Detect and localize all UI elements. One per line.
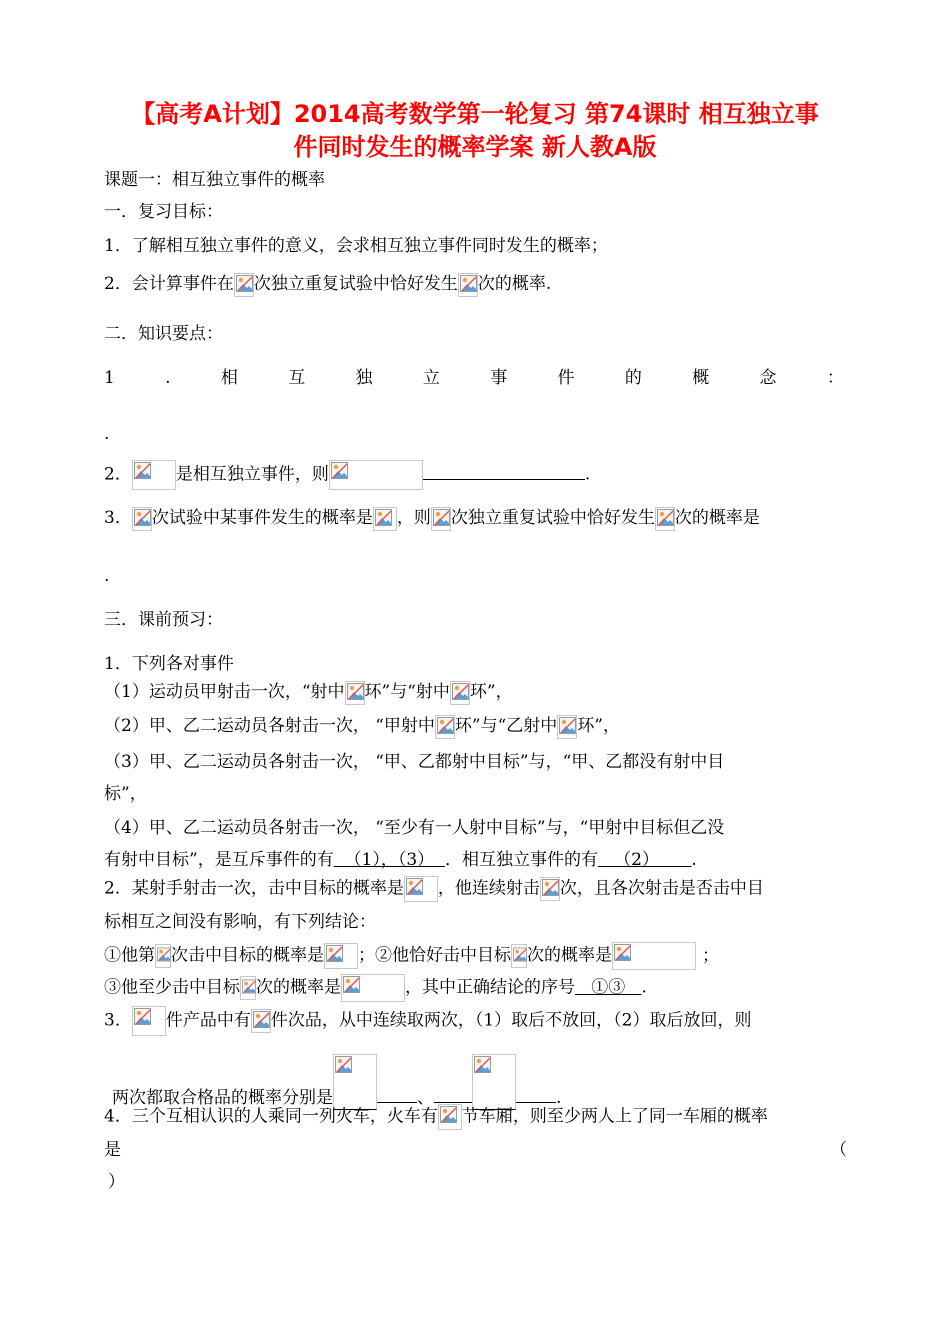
section-1-item-2 — [104, 272, 551, 297]
spread-char: 念 — [759, 368, 777, 388]
broken-image-icon — [458, 273, 478, 297]
broken-image-icon — [655, 507, 675, 531]
answer-blank — [516, 1084, 556, 1103]
question-3 — [104, 1006, 751, 1036]
question-2-conclusions-1 — [104, 942, 719, 970]
section-2-item-3 — [104, 506, 760, 531]
broken-image-icon — [345, 681, 365, 705]
spread-char: 独 — [355, 368, 373, 388]
spread-char: 件 — [557, 368, 575, 388]
question-3-cont — [112, 1054, 561, 1110]
text-segment: 件次品，从中连续取两次，（1）取后不放回，（2）取后放回，则 — [270, 1010, 752, 1031]
text-segment: 次的概率是 — [527, 945, 612, 966]
spread-char: 1 — [104, 368, 115, 388]
text-segment: ； — [702, 945, 719, 966]
text-segment: 环”与“乙射中 — [454, 716, 558, 736]
spread-char: ： — [826, 368, 844, 388]
broken-image-icon — [435, 715, 455, 739]
section-1-heading: 一．复习目标： — [104, 202, 223, 222]
broken-image-icon — [612, 942, 696, 970]
answer-blank — [423, 461, 585, 480]
document-title-line-1: 【高考A计划】2014高考数学第一轮复习 第74课时 相互独立事 — [131, 100, 819, 128]
text-segment: ①他第 — [104, 945, 155, 966]
broken-image-icon — [132, 1006, 166, 1036]
question-1-option-3-cont: 标”， — [104, 784, 147, 804]
text-segment: 、 — [417, 1088, 434, 1108]
text-segment: （1）运动员甲射击一次，“射中 — [104, 682, 345, 702]
text-segment: . — [691, 850, 697, 870]
text-segment: ，其中正确结论的序号 — [405, 977, 575, 998]
section-3-heading: 三．课前预习： — [104, 610, 223, 630]
question-2 — [104, 876, 764, 902]
broken-image-icon — [329, 460, 423, 490]
answer-blank — [377, 1084, 417, 1103]
question-1-option-4: （4）甲、乙二运动员各射击一次， “至少有一人射中目标”与，“甲射中目标但乙没 — [104, 818, 725, 838]
text-segment: 3． — [104, 1010, 132, 1031]
text-segment: ．相互独立事件的有 — [444, 850, 598, 870]
text-segment: 次，且各次射击是否击中目 — [559, 878, 764, 899]
text-segment: 环”， — [469, 682, 513, 702]
broken-image-icon — [132, 507, 152, 531]
broken-image-icon — [240, 976, 256, 1000]
broken-image-icon — [540, 877, 560, 901]
broken-image-icon — [373, 507, 397, 531]
dot-line: . — [104, 424, 110, 444]
spread-char: . — [165, 368, 171, 388]
spread-char: 概 — [692, 368, 710, 388]
answer-paren-open: （ — [830, 1140, 847, 1160]
section-1-item-1: 1．了解相互独立事件的意义，会求相互独立事件同时发生的概率； — [104, 236, 608, 256]
spread-char: 互 — [288, 368, 306, 388]
text-segment: ③他至少击中目标 — [104, 977, 240, 998]
text-segment: 环”与“射中 — [364, 682, 450, 702]
dot-line: . — [104, 566, 110, 586]
broken-image-icon — [472, 1054, 516, 1110]
text-segment: 2． — [104, 464, 132, 485]
text-segment: 节车厢，则至少两人上了同一车厢的概率 — [461, 1106, 768, 1127]
text-segment: 次的概率是 — [256, 977, 341, 998]
text-segment: ；②他恰好击中目标 — [358, 945, 511, 966]
answer-underlined: （2） — [597, 850, 692, 870]
text-segment: 次试验中某事件发生的概率是 — [151, 508, 373, 528]
text-segment: . — [584, 464, 591, 485]
text-segment: 次独立重复试验中恰好发生 — [450, 508, 655, 528]
text-segment: 有射中目标”，是互斥事件的有 — [104, 850, 334, 870]
text-segment: 4．三个互相认识的人乘同一列火车，火车有 — [104, 1106, 438, 1127]
question-4-cont: 是 — [104, 1140, 121, 1160]
broken-image-icon — [557, 715, 577, 739]
answer-underlined: （1），（3） — [333, 850, 445, 870]
broken-image-icon — [511, 944, 527, 968]
topic-line: 课题一：相互独立事件的概率 — [104, 170, 325, 190]
question-1-option-1 — [104, 680, 513, 705]
section-2-heading: 二．知识要点： — [104, 324, 223, 344]
answer-blank — [434, 1084, 472, 1103]
text-segment: . — [556, 1088, 562, 1108]
broken-image-icon — [438, 1104, 462, 1130]
text-segment: 件产品中有 — [165, 1010, 251, 1031]
broken-image-icon — [234, 273, 254, 297]
text-segment: 2．会计算事件在 — [104, 274, 234, 294]
broken-image-icon — [404, 876, 438, 902]
section-2-item-1-spread — [104, 366, 844, 390]
broken-image-icon — [450, 681, 470, 705]
text-segment: 次的概率是 — [674, 508, 760, 528]
text-segment: 是相互独立事件，则 — [175, 464, 329, 485]
spread-char: 的 — [624, 368, 642, 388]
broken-image-icon — [333, 1054, 377, 1110]
question-1: 1．下列各对事件 — [104, 654, 234, 674]
broken-image-icon — [341, 974, 405, 1002]
broken-image-icon — [155, 944, 171, 968]
broken-image-icon — [431, 507, 451, 531]
question-2-conclusions-2 — [104, 974, 647, 1002]
broken-image-icon — [132, 460, 176, 490]
spread-char: 相 — [220, 368, 238, 388]
text-segment: 3． — [104, 508, 132, 528]
question-1-option-3: （3）甲、乙二运动员各射击一次， “甲、乙都射中目标”与，“甲、乙都没有射中目 — [104, 752, 725, 772]
text-segment: 环”， — [577, 716, 621, 736]
answer-underlined: ①③ — [575, 977, 642, 998]
question-2-cont: 标相互之间没有影响，有下列结论： — [104, 912, 376, 932]
broken-image-icon — [324, 943, 358, 969]
document-title-line-2: 件同时发生的概率学案 新人教A版 — [293, 133, 657, 161]
text-segment: 两次都取合格品的概率分别是 — [112, 1088, 333, 1108]
question-4 — [104, 1104, 768, 1130]
broken-image-icon — [251, 1009, 271, 1033]
spread-char: 事 — [490, 368, 508, 388]
text-segment: ，则 — [396, 508, 431, 528]
text-segment: （2）甲、乙二运动员各射击一次， “甲射中 — [104, 716, 435, 736]
text-segment: 2．某射手射击一次，击中目标的概率是 — [104, 878, 404, 899]
text-segment: 次的概率. — [477, 274, 552, 294]
text-segment: 次击中目标的概率是 — [171, 945, 324, 966]
section-2-item-2 — [104, 460, 590, 490]
spread-char: 立 — [422, 368, 440, 388]
text-segment: 次独立重复试验中恰好发生 — [253, 274, 458, 294]
question-1-option-2 — [104, 714, 620, 739]
text-segment: ，他连续射击 — [437, 878, 540, 899]
answer-paren-close: ） — [108, 1172, 125, 1192]
text-segment: . — [641, 977, 647, 998]
question-1-option-4-cont — [104, 848, 697, 872]
